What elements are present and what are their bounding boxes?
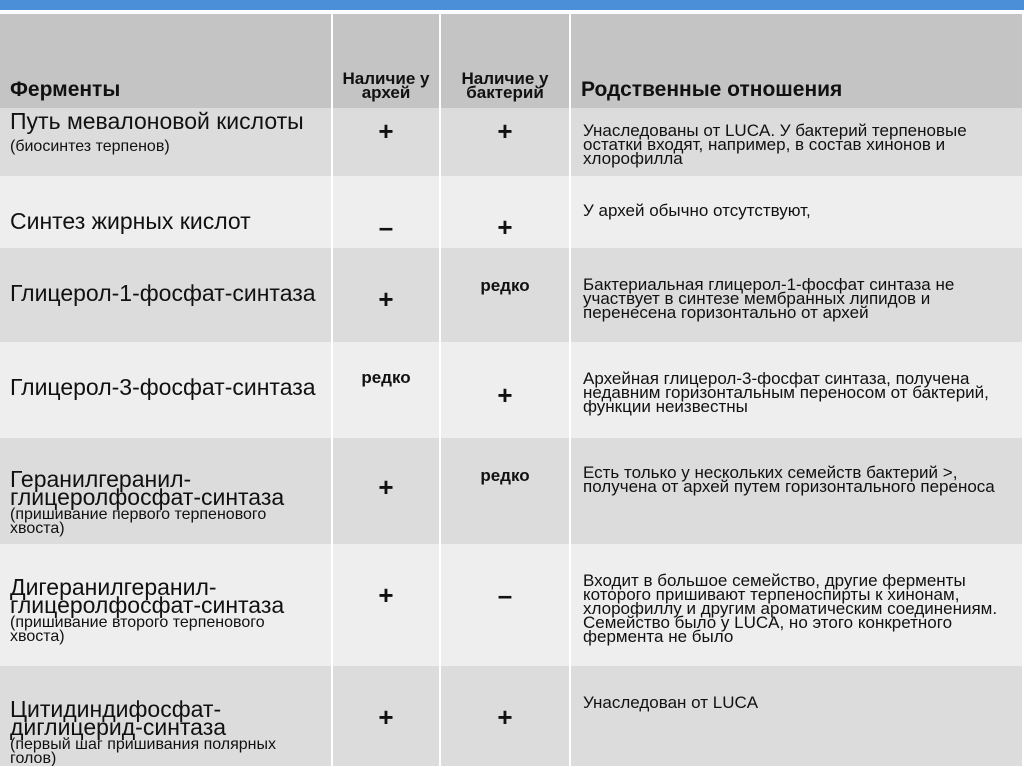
relation-text: Унаследованы от LUCA. У бактерий терпеновые остатки входят, например, в состав хинонов и хлорофилла: [583, 121, 967, 168]
bacteria-cell: [440, 248, 570, 342]
bacteria-mark: +: [497, 702, 513, 732]
enzyme-cell: [0, 666, 332, 766]
archaea-cell: [332, 248, 440, 342]
enzyme-name: Цитидиндифосфат-диглицерид-синтаза: [10, 696, 227, 740]
table-row: [0, 666, 1022, 766]
bacteria-cell: [440, 544, 570, 666]
table-row: [0, 108, 1022, 176]
bacteria-mark: редко: [480, 276, 530, 295]
archaea-cell: [332, 176, 440, 248]
bacteria-cell: [440, 438, 570, 544]
bacteria-mark: +: [497, 116, 513, 146]
archaea-mark: +: [378, 472, 394, 502]
header-enzymes: Ферменты: [0, 14, 332, 108]
enzyme-cell: [0, 108, 332, 176]
enzyme-name: Глицерол-3-фосфат-синтаза: [10, 374, 316, 400]
header-archaea: Наличие у архей: [332, 14, 440, 108]
archaea-mark: –: [378, 212, 394, 242]
table-row: [0, 176, 1022, 248]
relation-text: Бактериальная глицерол-1-фосфат синтаза не участвует в синтезе мембранных липидов и перенесена горизонтально от архей: [583, 275, 955, 322]
enzyme-name: Глицерол-1-фосфат-синтаза: [10, 280, 316, 306]
header-row: [0, 14, 1022, 108]
archaea-mark: редко: [361, 368, 411, 387]
enzyme-note: (пришивание первого терпенового хвоста): [10, 506, 267, 537]
archaea-mark: +: [378, 580, 394, 610]
relation-cell: [570, 438, 1022, 544]
table-row: [0, 248, 1022, 342]
enzyme-name: Путь мевалоновой кислоты: [10, 108, 304, 134]
archaea-mark: +: [378, 284, 394, 314]
enzyme-cell: [0, 248, 332, 342]
enzyme-name: Геранилгеранил-глицеролфосфат-синтаза: [10, 466, 285, 510]
enzyme-note: (первый шаг пришивания полярных голов): [10, 736, 277, 766]
table-row: [0, 438, 1022, 544]
relation-cell: [570, 248, 1022, 342]
relation-cell: [570, 342, 1022, 438]
archaea-cell: [332, 342, 440, 438]
relation-cell: [570, 108, 1022, 176]
bacteria-mark: редко: [480, 466, 530, 485]
enzyme-name: Дигеранилгеранил-глицеролфосфат-синтаза: [10, 574, 285, 618]
relation-cell: [570, 544, 1022, 666]
enzyme-note: (пришивание второго терпенового хвоста): [10, 614, 265, 645]
relation-text: Входит в большое семейство, другие ферменты которого пришивают терпеноспирты к хинонам, хлорофиллу и другим ароматическим соединениям. Семейство было у LUCA, но этого конкретного фермента не было: [583, 571, 998, 646]
bacteria-cell: [440, 342, 570, 438]
enzyme-name: Синтез жирных кислот: [10, 208, 251, 234]
relation-cell: [570, 176, 1022, 248]
relation-text: У архей обычно отсутствуют,: [583, 201, 811, 220]
relation-cell: [570, 666, 1022, 766]
enzyme-cell: [0, 544, 332, 666]
table-row: [0, 342, 1022, 438]
bacteria-cell: [440, 666, 570, 766]
bacteria-mark: +: [497, 380, 513, 410]
bacteria-cell: [440, 176, 570, 248]
relation-text: Есть только у нескольких семейств бактерий >, получена от архей путем горизонтального переноса: [583, 463, 995, 496]
archaea-cell: [332, 108, 440, 176]
top-accent-bar: [0, 0, 1024, 10]
enzyme-cell: [0, 438, 332, 544]
header-relation: Родственные отношения: [570, 14, 1022, 108]
bacteria-mark: +: [497, 212, 513, 242]
bacteria-mark: –: [497, 580, 513, 610]
archaea-cell: [332, 438, 440, 544]
relation-text: Архейная глицерол-3-фосфат синтаза, получена недавним горизонтальным переносом от бактерий, функции неизвестны: [583, 369, 989, 416]
archaea-cell: [332, 544, 440, 666]
table-row: [0, 544, 1022, 666]
enzyme-cell: [0, 176, 332, 248]
archaea-cell: [332, 666, 440, 766]
archaea-mark: +: [378, 702, 394, 732]
header-bacteria: Наличие у бактерий: [440, 14, 570, 108]
enzyme-cell: [0, 342, 332, 438]
bacteria-cell: [440, 108, 570, 176]
enzyme-note: (биосинтез терпенов): [10, 138, 170, 155]
relation-text: Унаследован от LUCA: [583, 693, 759, 712]
enzymes-table: [0, 14, 1022, 766]
archaea-mark: +: [378, 116, 394, 146]
